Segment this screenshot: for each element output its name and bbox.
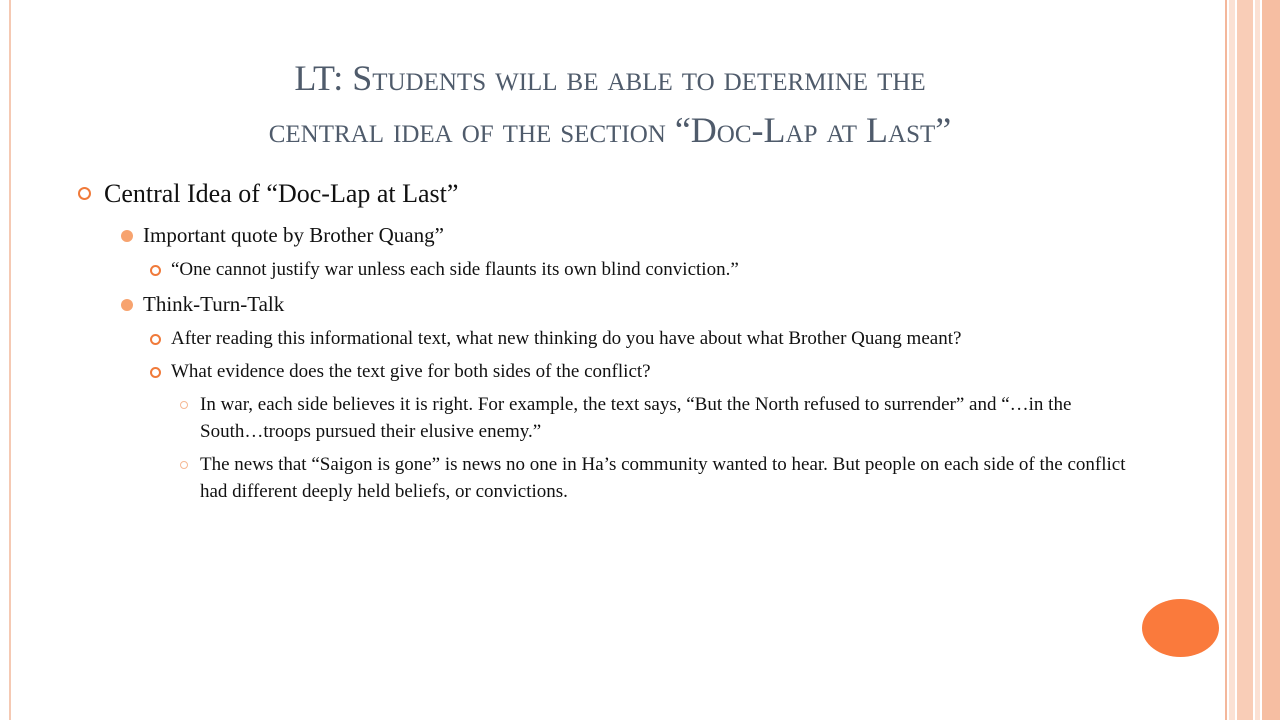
dot-bullet-icon [121, 230, 133, 242]
bullet-level3-question-1 [78, 325, 1138, 352]
title-rest: tudents will be able to determine the [372, 58, 926, 98]
bullet-level2-quote [78, 220, 1138, 250]
title-prefix: LT: S [294, 58, 373, 98]
tiny-ring-bullet-icon [180, 401, 188, 409]
left-border-rule [9, 0, 11, 720]
bullet-level4-answer-2 [78, 451, 1138, 505]
title-line2-b: oc [716, 110, 752, 150]
decorative-circle [1142, 599, 1219, 657]
right-stripe-2 [1229, 0, 1235, 720]
quote-text: “One cannot justify war unless each side flaunts its own blind conviction.” [171, 259, 739, 280]
small-ring-bullet-icon [150, 367, 161, 378]
right-stripe-5 [1262, 0, 1280, 720]
title-line2-c: -L [751, 110, 786, 150]
title-line2-g: ” [935, 110, 952, 150]
bullet-level3-question-2 [78, 358, 1138, 385]
bullet-level4-answer-1 [78, 391, 1138, 445]
bullet-level1-central-idea [78, 176, 1138, 212]
ring-bullet-icon [78, 187, 91, 200]
quote-label: Important quote by Brother Quang” [143, 223, 444, 247]
title-line2-d: ap at [785, 110, 858, 150]
title-line2-a: central idea of the section “D [268, 110, 717, 150]
answer-1-text: In war, each side believes it is right. For example, the text says, “But the North refused to surrender” and “…in the South…troops pursued their elusive enemy.” [200, 394, 1072, 442]
bullet-level2-think-turn-talk [78, 289, 1138, 319]
title-line-1 [40, 52, 1180, 104]
right-stripe-1 [1225, 0, 1227, 720]
slide-title [40, 52, 1180, 156]
small-ring-bullet-icon [150, 265, 161, 276]
title-line-2 [40, 104, 1180, 156]
tiny-ring-bullet-icon [180, 461, 188, 469]
right-stripe-3 [1237, 0, 1253, 720]
central-idea-heading: Central Idea of “Doc-Lap at Last” [104, 179, 459, 208]
title-line2-f: ast [888, 110, 936, 150]
bullet-level3-quote-text [78, 256, 1138, 283]
title-line2-e: L [857, 110, 889, 150]
question-2-text: What evidence does the text give for both sides of the conflict? [171, 361, 651, 382]
slide-body [78, 176, 1138, 511]
think-turn-talk-label: Think-Turn-Talk [143, 292, 285, 316]
small-ring-bullet-icon [150, 334, 161, 345]
right-stripe-4 [1255, 0, 1260, 720]
dot-bullet-icon [121, 299, 133, 311]
question-1-text: After reading this informational text, what new thinking do you have about what Brother Quang meant? [171, 328, 962, 349]
answer-2-text: The news that “Saigon is gone” is news no one in Ha’s community wanted to hear. But people on each side of the conflict had different deeply held beliefs, or convictions. [200, 454, 1126, 502]
